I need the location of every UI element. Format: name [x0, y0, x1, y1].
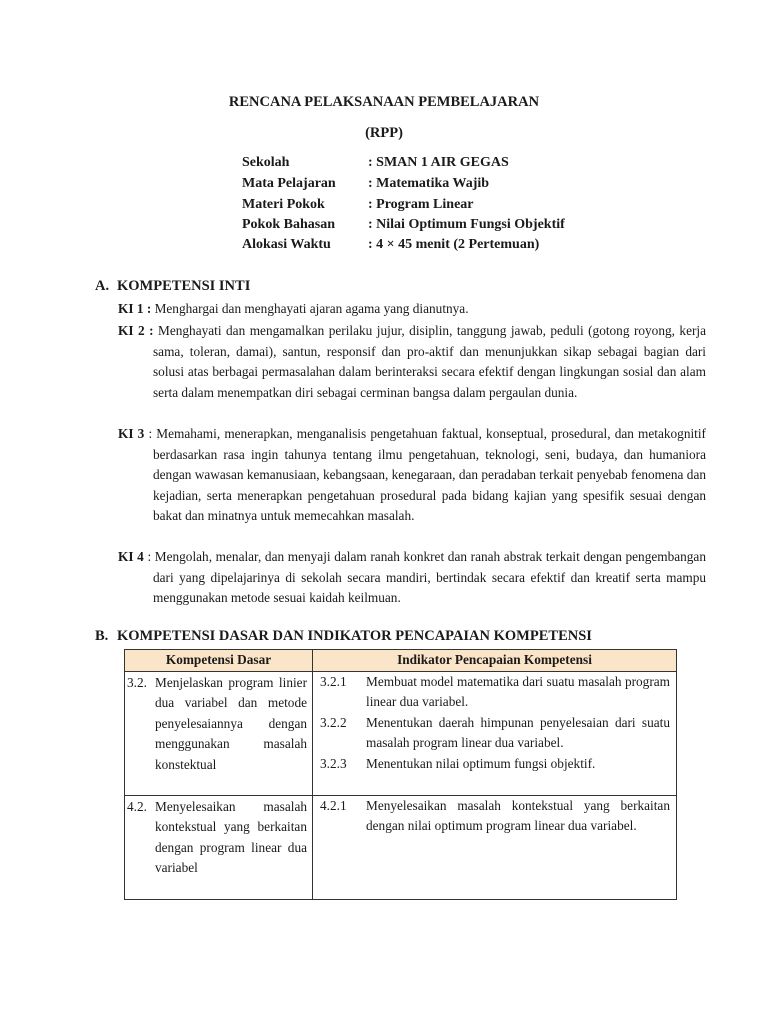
ki-4 [118, 547, 706, 609]
indicator-cell [313, 795, 677, 899]
indicator-item [313, 796, 676, 837]
header-indikator: Indikator Pencapaian Kompetensi [313, 650, 677, 672]
identity-label-time: Alokasi Waktu [242, 237, 331, 252]
identity-label-topic: Pokok Bahasan [242, 217, 335, 232]
ki-1-label: KI 1 : [118, 301, 152, 316]
ki-1-text: Menghargai dan menghayati ajaran agama yang dianutnya. [151, 301, 469, 316]
kd-number: 3.2. [127, 674, 147, 690]
kd-cell [125, 671, 313, 795]
ki-2 [118, 321, 706, 403]
indicator-item [313, 713, 676, 754]
indicator-text: Menyelesaikan masalah kontekstual yang berkaitan dengan nilai optimum program linear dua variabel. [366, 797, 670, 833]
ki-4-label: KI 4 [118, 549, 144, 564]
section-b-title: KOMPETENSI DASAR DAN INDIKATOR PENCAPAIAN KOMPETENSI [117, 628, 592, 644]
indicator-text: Membuat model matematika dari suatu masalah program linear dua variabel. [366, 673, 670, 709]
identity-label-school: Sekolah [242, 155, 290, 170]
table-row [125, 671, 677, 795]
competency-table [124, 649, 677, 900]
ki-2-label: KI 2 : [118, 323, 154, 338]
table-row [125, 795, 677, 899]
indicator-number: 3.2.2 [320, 714, 347, 730]
document-title: RENCANA PELAKSANAAN PEMBELAJARAN [228, 94, 540, 110]
identity-label-material: Materi Pokok [242, 197, 325, 212]
section-a-heading [95, 278, 250, 295]
table-header-row [125, 650, 677, 672]
section-b-heading [95, 628, 592, 645]
kd-text: Menjelaskan program linier dua variabel dan metode penyelesaiannya dengan menggunakan masalah konstektual [155, 674, 307, 772]
indicator-number: 3.2.1 [320, 673, 347, 689]
indicator-text: Menentukan nilai optimum fungsi objektif. [366, 755, 596, 771]
section-a-number: A. [95, 278, 110, 294]
identity-value-school: : SMAN 1 AIR GEGAS [368, 155, 509, 170]
identity-value-topic: : Nilai Optimum Fungsi Objektif [368, 217, 565, 232]
identity-value-material: : Program Linear [368, 197, 474, 212]
indicator-number: 3.2.3 [320, 755, 347, 771]
document-subtitle: (RPP) [365, 125, 403, 141]
ki-1 [118, 299, 706, 320]
ki-3 [118, 424, 706, 527]
ki-4-text: : Mengolah, menalar, dan menyaji dalam ranah konkret dan ranah abstrak terkait dengan pengembangan dari yang dipelajarinya di sekolah secara mandiri, bertindak secara efektif dan kreatif serta mampu menggunakan metode sesuai kaidah keilmuan. [143, 549, 706, 605]
kd-number: 4.2. [127, 798, 147, 814]
kd-text: Menyelesaikan masalah kontekstual yang berkaitan dengan program linear dua variabel [155, 798, 307, 875]
indicator-text: Menentukan daerah himpunan penyelesaian dari suatu masalah program linear dua variabel. [366, 714, 670, 750]
ki-3-text: : Memahami, menerapkan, menganalisis pengetahuan faktual, konseptual, prosedural, dan metakognitif berdasarkan rasa ingin tahunya tentang ilmu pengetahuan, teknologi, seni, budaya, dan humaniora dengan wawasan kemanusiaan, kebangsaan, kenegaraan, dan peradaban terkait penyebab fenomena dan kejadian, serta menerapkan pengetahuan prosedural pada bidang kajian yang spesifik sesuai dengan bakat dan minatnya untuk memecahkan masalah. [144, 426, 706, 523]
indicator-cell [313, 671, 677, 795]
indicator-number: 4.2.1 [320, 797, 347, 813]
ki-3-label: KI 3 [118, 426, 145, 441]
indicator-item [313, 672, 676, 713]
section-b-number: B. [95, 628, 109, 644]
identity-label-subject: Mata Pelajaran [242, 176, 336, 191]
ki-2-text: Menghayati dan mengamalkan perilaku jujur, disiplin, tanggung jawab, peduli (gotong royong, kerja sama, toleran, damai), santun, responsif dan pro-aktif dan menunjukkan sikap sebagai bagian dari solusi atas berbagai permasalahan dalam berinteraksi secara efektif dengan lingkungan sosial dan alam serta dalam menempatkan diri sebagai cerminan bangsa dalam pergaulan dunia. [153, 323, 706, 400]
indicator-item [313, 754, 676, 775]
kd-cell [125, 795, 313, 899]
identity-value-subject: : Matematika Wajib [368, 176, 490, 191]
header-kompetensi-dasar: Kompetensi Dasar [125, 650, 313, 672]
identity-value-time: : 4 × 45 menit (2 Pertemuan) [368, 237, 540, 252]
section-a-title: KOMPETENSI INTI [117, 278, 251, 294]
